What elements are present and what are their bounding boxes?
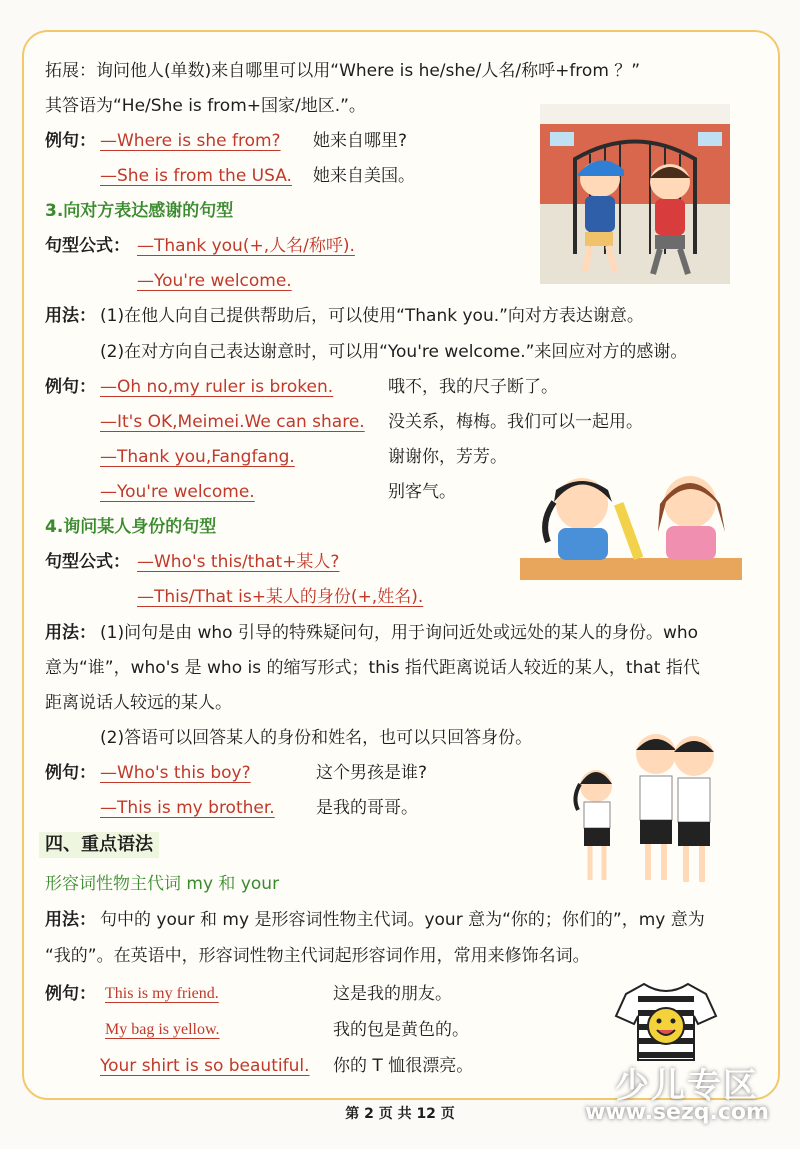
example-label: 例句： bbox=[45, 131, 96, 151]
example-zh: 你的 T 恤很漂亮。 bbox=[333, 1056, 474, 1076]
section-3-title: 3.向对方表达感谢的句型 bbox=[45, 201, 234, 221]
example-en: —Thank you,Fangfang. bbox=[100, 447, 295, 467]
grammar-title: 形容词性物主代词 my 和 your bbox=[45, 874, 280, 894]
formula-line: —You're welcome. bbox=[137, 271, 292, 291]
watermark-brand: 少儿专区 bbox=[615, 1066, 759, 1106]
usage-line: “我的”。在英语中，形容词性物主代词起形容词作用，常用来修饰名词。 bbox=[45, 946, 590, 966]
example-zh: 哦不，我的尺子断了。 bbox=[388, 377, 558, 397]
school-gate-boys-illustration bbox=[540, 104, 730, 284]
watermark-url: www.sezq.com bbox=[585, 1100, 769, 1125]
example-en: —Oh no,my ruler is broken. bbox=[100, 377, 334, 397]
example-zh: 是我的哥哥。 bbox=[316, 798, 418, 818]
usage-line: (1)问句是由 who 引导的特殊疑问句，用于询问近处或远处的某人的身份。who bbox=[100, 623, 699, 643]
formula-label: 句型公式： bbox=[45, 552, 130, 572]
example-label: 例句： bbox=[45, 377, 96, 397]
example-en: My bag is yellow. bbox=[105, 1021, 220, 1038]
page-number: 第 2 页 共 12 页 bbox=[345, 1106, 455, 1122]
example-zh: 我的包是黄色的。 bbox=[333, 1020, 469, 1040]
section-4-title: 4.询问某人身份的句型 bbox=[45, 517, 217, 537]
example-label: 例句： bbox=[45, 984, 96, 1004]
example-zh: 她来自哪里? bbox=[313, 131, 408, 151]
usage-label: 用法： bbox=[45, 910, 96, 930]
section-heading: 四、重点语法 bbox=[39, 832, 159, 858]
extension-line-1: 拓展：询问他人(单数)来自哪里可以用“Where is he/she/人名/称呼+from ？” bbox=[45, 61, 641, 81]
example-en: —Who's this boy? bbox=[100, 763, 251, 783]
usage-line: (2)答语可以回答某人的身份和姓名，也可以只回答身份。 bbox=[100, 728, 533, 748]
striped-shirt-illustration bbox=[614, 980, 718, 1062]
example-en: —This is my brother. bbox=[100, 798, 275, 818]
usage-line: (1)在他人向自己提供帮助后，可以使用“Thank you.”向对方表达谢意。 bbox=[100, 306, 644, 326]
example-zh: 谢谢你，芳芳。 bbox=[388, 447, 507, 467]
girls-sharing-ruler-illustration bbox=[520, 462, 742, 582]
three-kids-illustration bbox=[568, 728, 718, 890]
usage-line: (2)在对方向自己表达谢意时，可以用“You're welcome.”来回应对方的感谢。 bbox=[100, 342, 688, 362]
example-en: —You're welcome. bbox=[100, 482, 255, 502]
example-en: —Where is she from? bbox=[100, 131, 281, 151]
example-zh: 别客气。 bbox=[388, 482, 456, 502]
example-en: Your shirt is so beautiful. bbox=[100, 1056, 310, 1076]
usage-label: 用法： bbox=[45, 306, 96, 326]
example-zh: 没关系，梅梅。我们可以一起用。 bbox=[388, 412, 643, 432]
example-label: 例句： bbox=[45, 763, 96, 783]
formula-line: —Thank you(+,人名/称呼). bbox=[137, 236, 355, 256]
formula-label: 句型公式： bbox=[45, 236, 130, 256]
formula-line: —Who's this/that+某人? bbox=[137, 552, 340, 572]
usage-line: 距离说话人较远的某人。 bbox=[45, 693, 232, 713]
example-zh: 这是我的朋友。 bbox=[333, 984, 452, 1004]
formula-line: —This/That is+某人的身份(+,姓名). bbox=[137, 587, 424, 607]
extension-line-2: 其答语为“He/She is from+国家/地区.”。 bbox=[45, 96, 366, 116]
example-en: This is my friend. bbox=[105, 985, 219, 1002]
example-en: —It's OK,Meimei.We can share. bbox=[100, 412, 365, 432]
example-zh: 这个男孩是谁? bbox=[316, 763, 428, 783]
usage-line: 句中的 your 和 my 是形容词性物主代词。your 意为“你的；你们的”，my 意为 bbox=[100, 910, 705, 930]
usage-label: 用法： bbox=[45, 623, 96, 643]
example-en: —She is from the USA. bbox=[100, 166, 292, 186]
usage-line: 意为“谁”，who's 是 who is 的缩写形式；this 指代距离说话人较近的某人，that 指代 bbox=[45, 658, 700, 678]
example-zh: 她来自美国。 bbox=[313, 166, 415, 186]
